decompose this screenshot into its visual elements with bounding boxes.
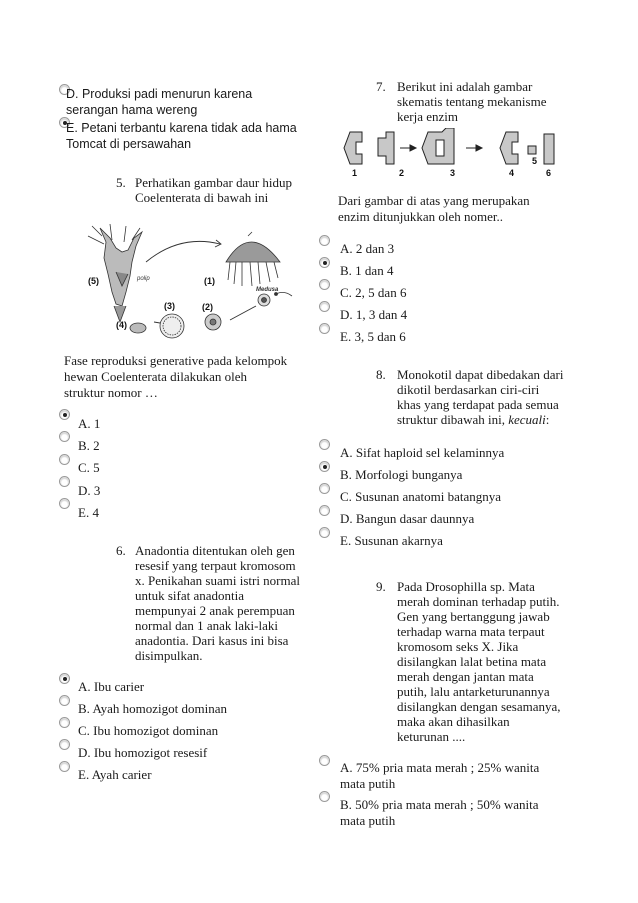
- q9-line-5: kromosom seks X. Jika: [397, 639, 519, 654]
- zygote-drawing: [205, 314, 221, 330]
- label-polyp: polip: [137, 276, 150, 282]
- option-q7-e: E. 3, 5 dan 6: [340, 329, 406, 344]
- radio-q8-a[interactable]: [320, 440, 329, 449]
- radio-q7-a[interactable]: [320, 236, 329, 245]
- shape-2: [378, 132, 394, 164]
- question-8-text: [397, 367, 563, 427]
- radio-q6-c[interactable]: [60, 718, 69, 727]
- option-q7-a: A. 2 dan 3: [340, 241, 395, 256]
- radio-q6-e[interactable]: [60, 762, 69, 771]
- radio-q8-d[interactable]: [320, 506, 329, 515]
- radio-q9-a[interactable]: [320, 756, 329, 765]
- q9-line-9: disilangkan dengan sesamanya,: [397, 699, 561, 714]
- question-number: 8.: [376, 367, 386, 382]
- option-q4-e: E. Petani terbantu karena tidak ada hama Tomcat di persawahan: [66, 121, 297, 151]
- q5-line-2: Coelenterata di bawah ini: [135, 190, 269, 205]
- q5-line-1: Perhatikan gambar daur hidup: [135, 175, 293, 190]
- option-q5-a: A. 1: [78, 416, 101, 431]
- q6-line-7: anadontia. Dari kasus ini bisa: [135, 633, 289, 648]
- q9-line-2: merah dominan terhadap putih.: [397, 594, 560, 609]
- shape-6: [544, 134, 554, 164]
- option-q8-d: D. Bangun dasar daunnya: [340, 511, 475, 526]
- question-5-text: [135, 175, 292, 205]
- q8-except-word: kecuali: [508, 412, 546, 427]
- radio-q6-a[interactable]: [60, 674, 69, 683]
- radio-q7-c[interactable]: [320, 280, 329, 289]
- medusa-drawing: [226, 232, 280, 286]
- option-q6-a: A. Ibu carier: [78, 679, 145, 694]
- option-q6-b: B. Ayah homozigot dominan: [78, 701, 228, 716]
- q9-line-7: merah dengan jantan mata: [397, 669, 534, 684]
- option-q5-b: B. 2: [78, 438, 100, 453]
- q9-line-6: disilangkan lalat betina mata: [397, 654, 547, 669]
- radio-q7-d[interactable]: [320, 302, 329, 311]
- shape-1: [344, 132, 362, 164]
- label-4: (4): [116, 320, 127, 330]
- option-q6-d: D. Ibu homozigot resesif: [78, 745, 208, 760]
- option-q9-b: B. 50% pria mata merah ; 50% wanita mata putih: [340, 797, 539, 828]
- question-number: 6.: [116, 543, 126, 558]
- q6-line-8: disimpulkan.: [135, 648, 203, 663]
- coelenterata-life-cycle-figure: [80, 222, 306, 346]
- option-q5-c: C. 5: [78, 460, 100, 475]
- label-1: (1): [204, 276, 215, 286]
- radio-q5-e[interactable]: [60, 499, 69, 508]
- question-7-text: [397, 79, 546, 124]
- q9-line-10: maka akan dihasilkan: [397, 714, 510, 729]
- label-2: (2): [202, 302, 213, 312]
- q8-line-2: dikotil berdasarkan ciri-ciri: [397, 382, 540, 397]
- radio-q6-d[interactable]: [60, 740, 69, 749]
- q6-line-6: normal dan 1 anak laki-laki: [135, 618, 278, 633]
- radio-q7-b[interactable]: [320, 258, 329, 267]
- fig-label-6: 6: [546, 168, 552, 178]
- q9-line-3: Gen yang bertanggung jawab: [397, 609, 550, 624]
- option-q6-c: C. Ibu homozigot dominan: [78, 723, 219, 738]
- radio-q8-b[interactable]: [320, 462, 329, 471]
- radio-q9-b[interactable]: [320, 792, 329, 801]
- radio-q5-c[interactable]: [60, 455, 69, 464]
- q8-line-1: Monokotil dapat dibedakan dari: [397, 367, 564, 382]
- option-q8-a: A. Sifat haploid sel kelaminnya: [340, 445, 505, 460]
- q5-prompt-line-2: hewan Coelenterata dilakukan oleh: [64, 369, 248, 384]
- question-number: 7.: [376, 79, 386, 94]
- q8-line-4: struktur dibawah ini, kecuali:: [397, 412, 550, 427]
- q9-line-1: Pada Drosophilla sp. Mata: [397, 579, 535, 594]
- option-q6-e: E. Ayah carier: [78, 767, 152, 782]
- q6-line-2: resesif yang terpaut kromosom: [135, 558, 296, 573]
- blastula-drawing: [160, 314, 184, 338]
- gametes-drawing: [258, 292, 292, 306]
- q6-line-3: x. Penikahan suami istri normal: [135, 573, 301, 588]
- question-5-prompt: [64, 353, 304, 401]
- question-9-text: [397, 579, 561, 744]
- label-medusa: Medusa: [256, 287, 279, 293]
- planula-drawing: [130, 323, 146, 333]
- label-3: (3): [164, 301, 175, 311]
- question-7-prompt: [338, 193, 578, 225]
- q7-prompt-line-2: enzim ditunjukkan oleh nomer..: [338, 209, 503, 224]
- q9-line-4: terhadap warna mata terpaut: [397, 624, 545, 639]
- fig-label-1: 1: [352, 168, 358, 178]
- radio-q5-b[interactable]: [60, 432, 69, 441]
- q6-line-5: mempunyai 2 anak perempuan: [135, 603, 295, 618]
- q9-line-8: putih, lalu antarketurunannya: [397, 684, 550, 699]
- option-q4-d: D. Produksi padi menurun karena serangan hama wereng: [66, 87, 253, 117]
- fig-label-3: 3: [450, 168, 456, 178]
- q7-line-1: Berikut ini adalah gambar: [397, 79, 533, 94]
- q7-line-2: skematis tentang mekanisme: [397, 94, 547, 109]
- q7-prompt-line-1: Dari gambar di atas yang merupakan: [338, 193, 530, 208]
- option-q7-c: C. 2, 5 dan 6: [340, 285, 407, 300]
- question-6-text: [135, 543, 300, 663]
- fig-label-5: 5: [532, 156, 538, 166]
- question-number: 9.: [376, 579, 386, 594]
- q8-line-3: khas yang terdapat pada semua: [397, 397, 559, 412]
- option-q5-e: E. 4: [78, 505, 99, 520]
- label-5: (5): [88, 276, 99, 286]
- radio-q5-d[interactable]: [60, 477, 69, 486]
- shape-5: [528, 146, 536, 154]
- radio-q6-b[interactable]: [60, 696, 69, 705]
- radio-q8-e[interactable]: [320, 528, 329, 537]
- fig-label-2: 2: [399, 168, 405, 178]
- option-q9-a: A. 75% pria mata merah ; 25% wanita mata putih: [340, 760, 540, 791]
- option-q8-b: B. Morfologi bunganya: [340, 467, 463, 482]
- q6-line-4: untuk sifat anadontia: [135, 588, 245, 603]
- radio-q8-c[interactable]: [320, 484, 329, 493]
- option-q8-c: C. Susunan anatomi batangnya: [340, 489, 502, 504]
- q5-prompt-line-3: struktur nomor …: [64, 385, 158, 400]
- q7-line-3: kerja enzim: [397, 109, 458, 124]
- option-q7-d: D. 1, 3 dan 4: [340, 307, 408, 322]
- q9-line-11: keturunan ....: [397, 729, 466, 744]
- enzyme-mechanism-figure: [338, 128, 564, 180]
- radio-q5-a[interactable]: [60, 410, 69, 419]
- polyp-drawing: [88, 224, 142, 322]
- option-q8-e: E. Susunan akarnya: [340, 533, 443, 548]
- option-q7-b: B. 1 dan 4: [340, 263, 394, 278]
- q5-prompt-line-1: Fase reproduksi generative pada kelompok: [64, 353, 288, 368]
- shape-4: [500, 132, 518, 164]
- question-number: 5.: [116, 175, 126, 190]
- radio-q7-e[interactable]: [320, 324, 329, 333]
- q6-line-1: Anadontia ditentukan oleh gen: [135, 543, 295, 558]
- fig-label-4: 4: [509, 168, 515, 178]
- option-q5-d: D. 3: [78, 483, 101, 498]
